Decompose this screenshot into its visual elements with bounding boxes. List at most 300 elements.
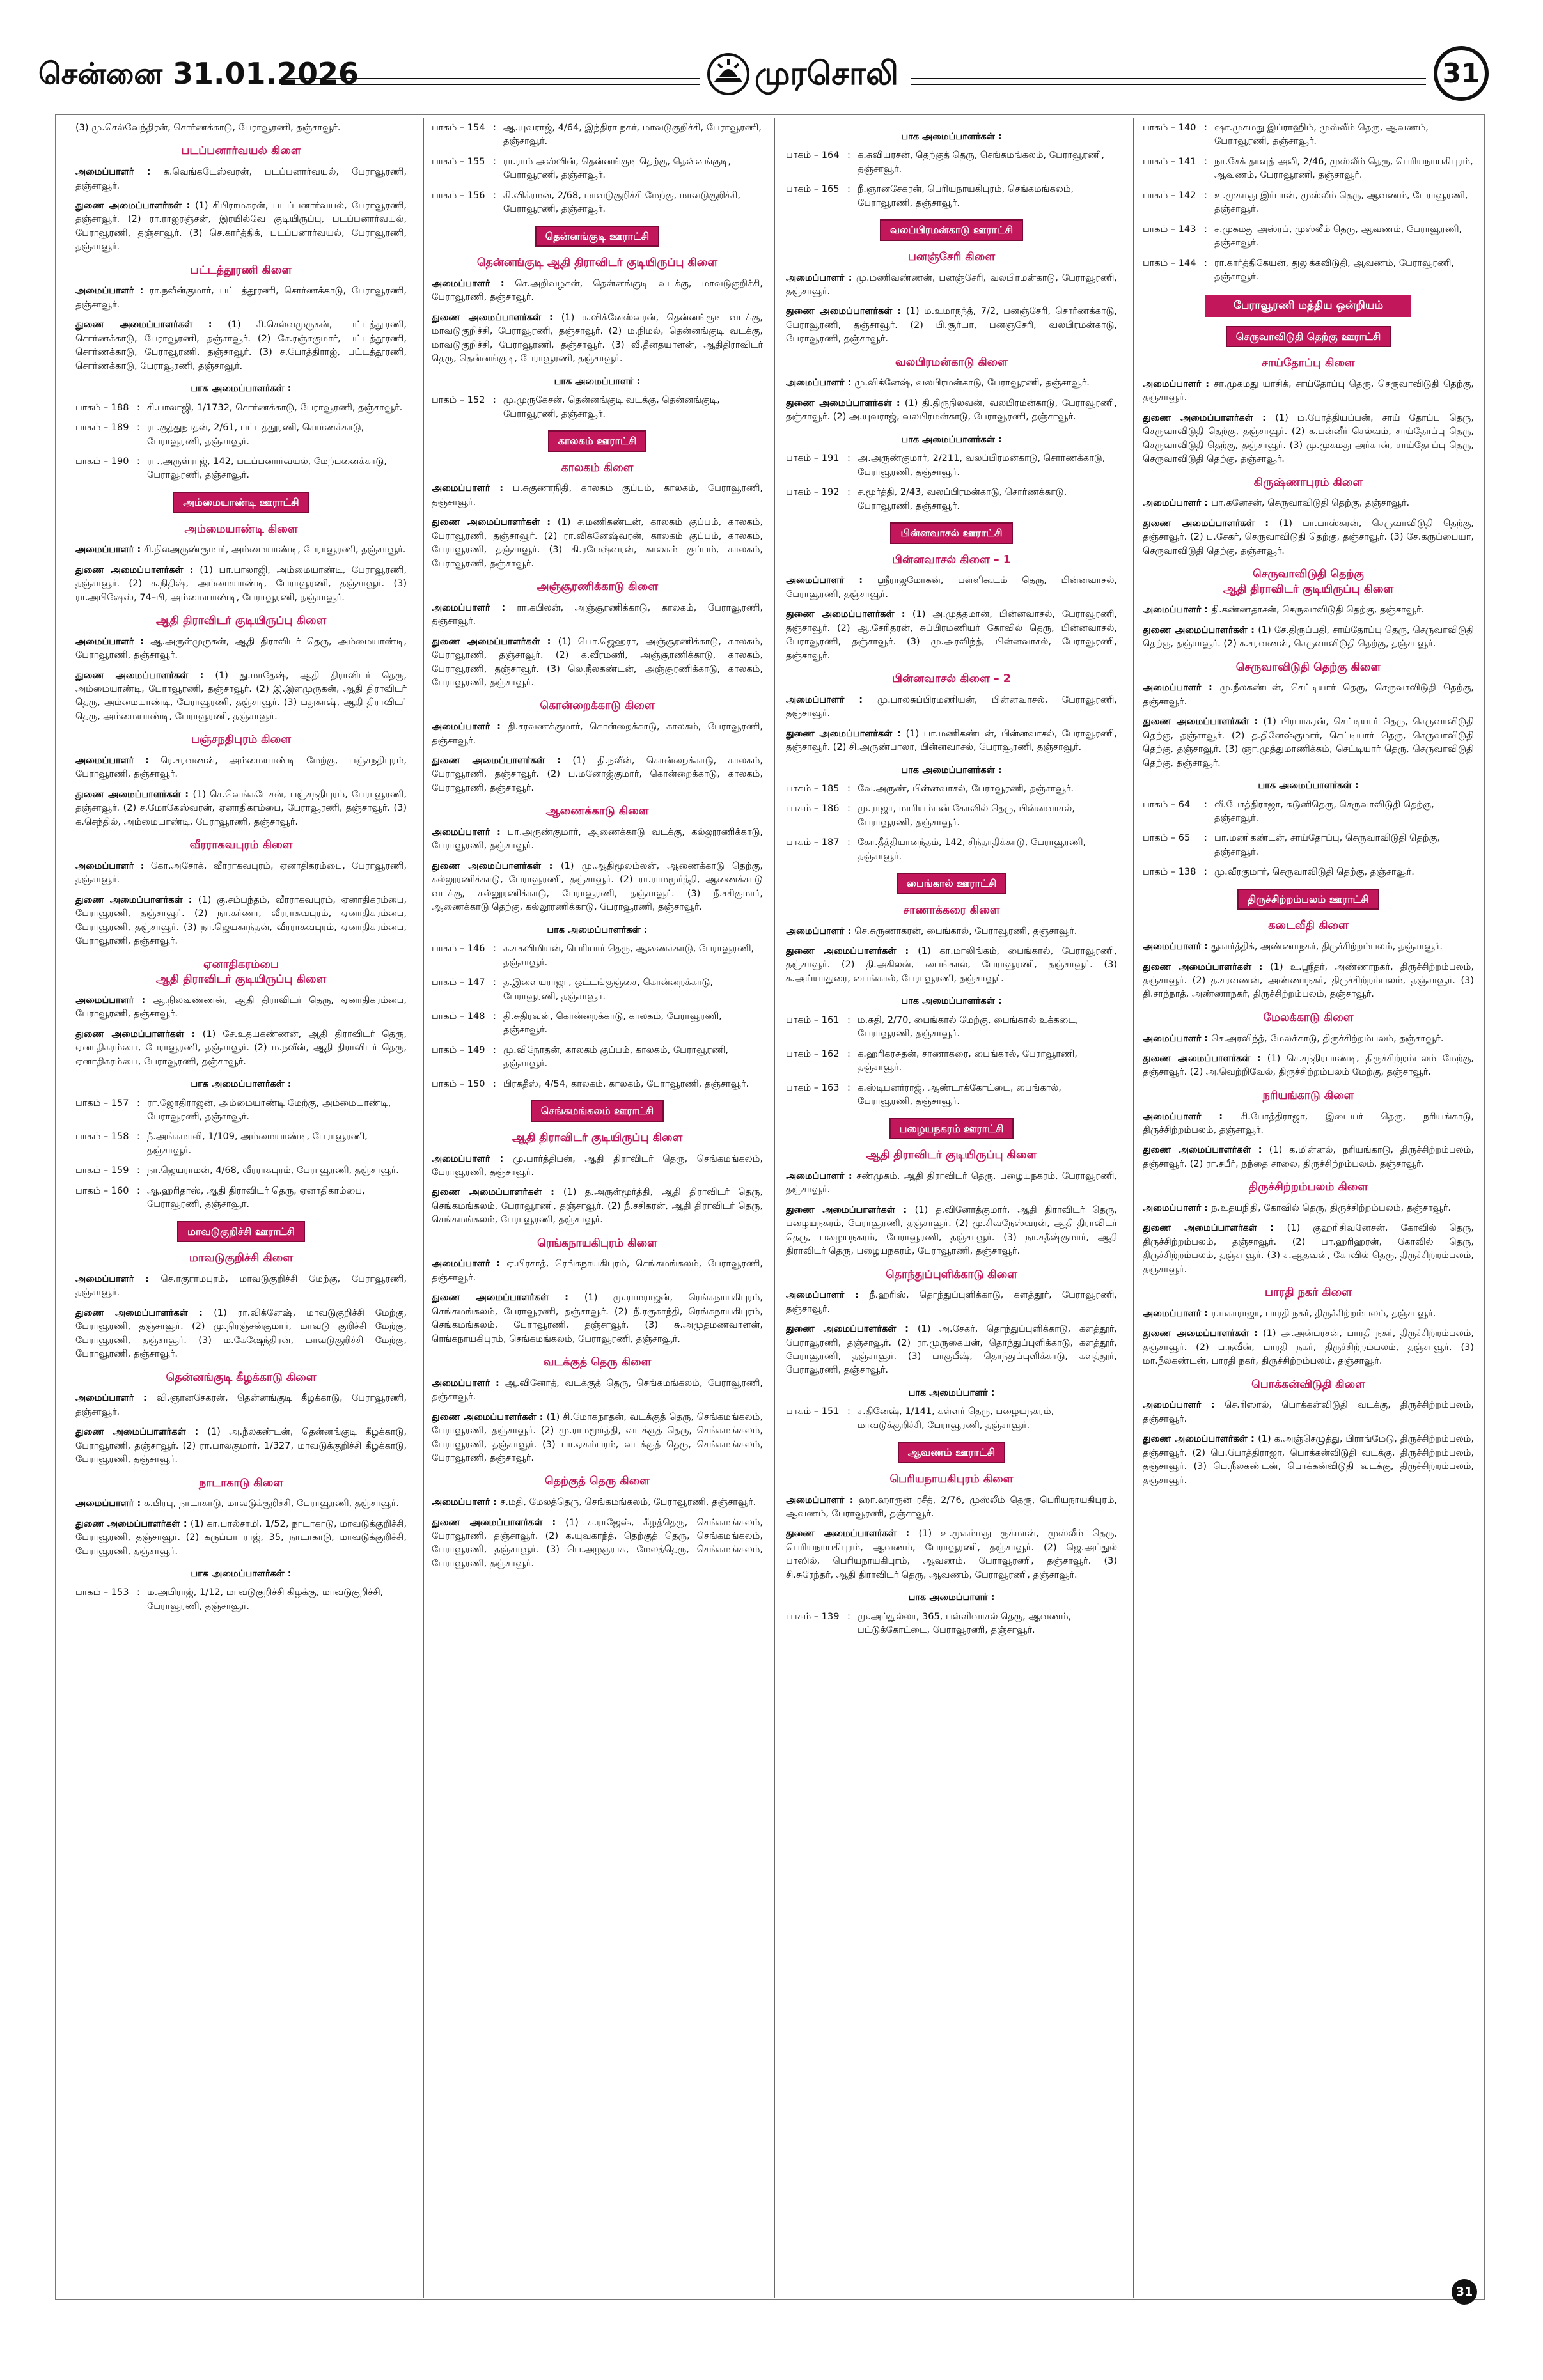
booth-member: உ.முகமது இர்பான், முஸ்லீம் தெரு, ஆவணம், பேராவூரணி, தஞ்சாவூர்.	[1214, 190, 1468, 215]
role-label: அமைப்பாளர் :	[1143, 1202, 1212, 1213]
separator-colon: :	[847, 804, 850, 814]
branch-heading: ஆதி திராவிடர் குடியிருப்பு கிளை	[866, 1149, 1037, 1162]
booth-member: மு.அப்துல்லா, 365, பள்ளிவாசல் தெரு, ஆவணம், பட்டுக்கோட்டை, பேராவூரணி, தஞ்சாவூர்.	[858, 1611, 1072, 1636]
booth-number: பாகம் – 139	[786, 1611, 840, 1622]
booth-number: பாகம் – 138	[1143, 867, 1196, 878]
member-details: வி.ஞானசேகரன், தென்னங்குடி கீழக்காடு, பேராவூரணி, தஞ்சாவூர்.	[75, 1393, 407, 1417]
member-entry	[1143, 961, 1474, 1002]
member-details: (1) கா.மாலிங்கம், பைங்கால், பேராவூரணி, தஞ்சாவூர். (2) தி.அகிலன், பைங்கால், பேராவூரணி, தஞ்சாவூர். (3) க.அய்யாதுரை, பைங்கால், பேராவூரணி, தஞ்சாவூர்.	[786, 946, 1117, 984]
member-entry	[1143, 624, 1474, 651]
column-1	[75, 121, 407, 2292]
role-label: அமைப்பாளர் :	[786, 575, 878, 586]
member-details: ஆ.நிலவண்ணன், ஆதி திராவிடர் தெரு, ஏனாதிகரம்பை, பேராவூரணி, தஞ்சாவூர்.	[75, 995, 407, 1020]
member-entry	[432, 826, 763, 853]
panchayat-heading	[1143, 326, 1474, 348]
member-details: (1) த.வினோத்குமார், ஆதி திராவிடர் தெரு, பழையநகரம், பேராவூரணி, தஞ்சாவூர். (2) மு.சிவநேஸ்வரன், ஆதி திராவிடர் தெரு, பழையநகரம், பேராவூரணி, தஞ்சாவூர். (3) நா.சதீஷ்குமார், ஆதி திராவிடர் தெரு, பழையநகரம், பேராவூரணி, தஞ்சாவூர்.	[786, 1204, 1117, 1257]
booth-member: ஷா.முகமது இப்ராஹிம், முஸ்லீம் தெரு, ஆவணம், பேராவூரணி, தஞ்சாவூர்.	[1214, 123, 1429, 147]
booth-entry	[786, 486, 1117, 513]
panchayat-label: பின்னவாசல் ஊராட்சி	[890, 522, 1012, 544]
member-details: மு.விக்னேஷ், வலபிரமன்காடு, பேராவூரணி, தஞ்சாவூர்.	[854, 378, 1090, 389]
separator-colon: :	[137, 1098, 140, 1108]
role-label: துணை அமைப்பாளர்கள் :	[1143, 412, 1276, 423]
booth-entry	[432, 942, 763, 970]
member-details: (1) க.அஞ்செழுத்து, பிராங்மேடு, திருச்சிற்றம்பலம், தஞ்சாவூர். (2) பெ.போத்திராஜா, பொக்கன்விடுதி வடக்கு, திருச்சிற்றம்பலம், தஞ்சாவூர். (3) பெ.நீலகண்டன், பொக்கன்விடுதி வடக்கு, திருச்சிற்றம்பலம், தஞ்சாவூர்.	[1143, 1434, 1474, 1486]
member-entry	[1143, 1202, 1474, 1215]
member-details: சி.நிலஅருண்குமார், அம்மையாண்டி, பேராவூரணி, தஞ்சாவூர்.	[144, 545, 406, 556]
panchayat-heading	[75, 1221, 407, 1243]
booth-member: ரா.,அருள்ராஜ், 142, படப்பனார்வயல், மேற்பனைக்காடு, பேராவூரணி, தஞ்சாவூர்.	[147, 456, 387, 481]
booth-entry	[1143, 832, 1474, 859]
member-details: ரெ.சரவணன், அம்மையாண்டி மேற்கு, பஞ்சநதிபுரம், பேராவூரணி, தஞ்சாவூர்.	[75, 755, 407, 780]
booth-number: பாகம் – 150	[432, 1078, 485, 1089]
booth-number: பாகம் – 191	[786, 453, 840, 464]
separator-colon: :	[137, 423, 140, 433]
separator-colon: :	[1204, 867, 1207, 878]
branch-heading: தெற்குத் தெரு கிளை	[545, 1475, 650, 1488]
booth-entry	[786, 183, 1117, 210]
panchayat-heading	[75, 492, 407, 513]
member-details: செ.ரகுராமபுரம், மாவடுகுறிச்சி மேற்கு, பேராவூரணி, தஞ்சாவூர்.	[75, 1273, 407, 1298]
member-details: (1) குஹரிசிவனேசன், கோவில் தெரு, திருச்சிற்றம்பலம், தஞ்சாவூர். (2) பா.ஹரிஹரன், கோவில் தெரு, திருச்சிற்றம்பலம், தஞ்சாவூர். (3) ச.ஆதவன், கோவில் தெரு, திருச்சிற்றம்பலம், தஞ்சாவூர்.	[1143, 1223, 1474, 1275]
booth-entry	[1143, 798, 1474, 826]
section-subheading: பாக அமைப்பாளர்கள் :	[901, 765, 1002, 775]
branch-heading: அஞ்சூரணிக்காடு கிளை	[537, 580, 658, 594]
branch-heading: நரியங்காடு கிளை	[1262, 1089, 1354, 1102]
separator-colon: :	[137, 1165, 140, 1176]
separator-colon: :	[493, 1045, 496, 1055]
booth-member: ம.சுதி, 2/70, பைங்கால் மேற்கு, பைங்கால் உக்கடை, பேராவூரணி, தஞ்சாவூர்.	[858, 1015, 1079, 1039]
section-subheading: பாக அமைப்பாளர்கள் :	[901, 996, 1002, 1007]
member-entry	[1143, 1307, 1474, 1321]
separator-colon: :	[847, 1611, 850, 1622]
role-label: துணை அமைப்பாளர்கள் :	[432, 755, 573, 766]
member-entry	[432, 720, 763, 748]
member-entry	[75, 894, 407, 949]
booth-member: பா.மணிகண்டன், சாய்தோப்பு, செருவாவிடுதி தெற்கு, தஞ்சாவூர்.	[1214, 833, 1441, 857]
booth-entry	[75, 455, 407, 483]
booth-member: த.இளையராஜா, ஒட்டங்குஞ்சை, கொன்றைக்காடு, பேராவூரணி, தஞ்சாவூர்.	[503, 977, 714, 1002]
separator-colon: :	[493, 156, 496, 167]
booth-number: பாகம் – 164	[786, 150, 840, 161]
separator-colon: :	[1204, 123, 1207, 133]
panchayat-heading	[786, 873, 1117, 894]
role-label: துணை அமைப்பாளர்கள் :	[1143, 961, 1271, 972]
rising-sun-logo-icon	[707, 52, 750, 96]
member-details: (1) க.மின்னல், நரியங்காடு, திருச்சிற்றம்பலம், தஞ்சாவூர். (2) ரா.சபீர், நந்தை சாலை, திருச்சிற்றம்பலம், தஞ்சாவூர்.	[1143, 1145, 1474, 1169]
panchayat-label: திருச்சிற்றம்பலம் ஊராட்சி	[1237, 889, 1379, 910]
role-label: துணை அமைப்பாளர்கள் :	[75, 320, 228, 331]
booth-entry	[1143, 189, 1474, 217]
role-label: அமைப்பாளர் :	[432, 827, 508, 837]
booth-number: பாகம் – 156	[432, 190, 485, 201]
separator-colon: :	[1204, 258, 1207, 268]
member-entry	[75, 1392, 407, 1419]
member-entry	[786, 1289, 1117, 1316]
member-details: (1) உ.ஸ்ரீதர், அண்ணாநகர், திருச்சிற்றம்பலம், தஞ்சாவூர். (2) த.சரவணன், அண்ணாநகர், திருச்சிற்றம்பலம், தஞ்சாவூர். (3) தி.சாந்நாத், அண்ணாநகர், திருச்சிற்றம்பலம், தஞ்சாவூர்.	[1143, 961, 1474, 1000]
member-details: (1) க.விக்னேஸ்வரன், தென்னங்குடி வடக்கு, மாவடுகுறிச்சி, பேராவூரணி, தஞ்சாவூர். (2) ம.நிமல், தென்னங்குடி வடக்கு, மாவடுகுறிச்சி, பேராவூரணி, தஞ்சாவூர். (3) வீ.தீனதயாளன், ஆதிதிராவிடர் தெரு, தென்னங்குடி, பேராவூரணி, தஞ்சாவூர்.	[432, 312, 763, 364]
member-entry	[1143, 1032, 1474, 1046]
booth-member: ரா.ஜோதிராஜன், அம்மையாண்டி மேற்கு, அம்மையாண்டி, பேராவூரணி, தஞ்சாவூர்.	[147, 1098, 391, 1122]
newspaper-brand: முரசொலி	[755, 55, 898, 92]
member-entry	[1143, 1399, 1474, 1426]
member-details: சண்முகம், ஆதி திராவிடர் தெரு, பழையநகரம், பேராவூரணி, தஞ்சாவூர்.	[786, 1171, 1117, 1195]
member-details: (1) ரா.விக்னேஷ், மாவடுகுறிச்சி மேற்கு, பேராவூரணி, தஞ்சாவூர். (2) மு.நிரஞ்சன்குமார், மாவடு குறிச்சி மேற்கு, பேராவூரணி, தஞ்சாவூர். (3) ம.கேஷேந்திரன், மாவடுகுறிச்சி மேற்கு, பேராவூரணி, தஞ்சாவூர்.	[75, 1307, 407, 1360]
booth-number: பாகம் – 158	[75, 1132, 129, 1142]
separator-colon: :	[1204, 224, 1207, 235]
role-label: துணை அமைப்பாளர்கள் :	[75, 1029, 203, 1039]
role-label: அமைப்பாளர் :	[1143, 1111, 1241, 1122]
member-details: (1) க.ராஜேஷ், கீழத்தெரு, செங்கமங்கலம், பேராவூரணி, தஞ்சாவூர். (2) க.யுவகாந்த், தெற்குத் தெரு, செங்கமங்கலம், பேராவூரணி, தஞ்சாவூர். (3) பெ.அழகுராசு, மேலத்தெரு, செங்கமங்கலம், பேராவூரணி, தஞ்சாவூர்.	[432, 1517, 763, 1569]
column-divider	[774, 118, 775, 2298]
member-details: (1) சி.மோகநாதன், வடக்குத் தெரு, செங்கமங்கலம், பேராவூரணி, தஞ்சாவூர். (2) மு.ராமமூர்த்தி, வடக்குத் தெரு, செங்கமங்கலம், பேராவூரணி, தஞ்சாவூர். (3) பா.ஏகம்பரம், வடக்குத் தெரு, செங்கமங்கலம், பேராவூரணி, தஞ்சாவூர்.	[432, 1412, 763, 1464]
booth-member: தி.சுதிரவன், கொன்றைக்காடு, காலகம், பேராவூரணி, தஞ்சாவூர்.	[503, 1011, 722, 1036]
member-details: செ.ரிஸால், பொக்கன்விடுதி வடக்கு, திருச்சிற்றம்பலம், தஞ்சாவூர்.	[1143, 1400, 1474, 1424]
role-label: அமைப்பாளர் :	[432, 602, 517, 613]
booth-member: ஆ.ஹரிதாஸ், ஆதி திராவிடர் தெரு, ஏனாதிகரம்பை, பேராவூரணி, தஞ்சாவூர்.	[147, 1185, 365, 1210]
booth-number: பாகம் – 149	[432, 1045, 485, 1055]
page-number-badge: 31	[1434, 46, 1489, 101]
role-label: துணை அமைப்பாளர்கள் :	[786, 1324, 918, 1335]
booth-entry	[1143, 121, 1474, 149]
branch-heading: தென்னங்குடி ஆதி திராவிடர் குடியிருப்பு கிளை	[476, 256, 718, 270]
booth-member: ரா.ராம் அஸ்வின், தென்னங்குடி தெற்கு, தென்னங்குடி, பேராவூரணி, தஞ்சாவூர்.	[503, 156, 732, 181]
role-label: அமைப்பாளர் :	[1143, 498, 1212, 509]
member-entry	[786, 925, 1117, 938]
booth-entry	[1143, 223, 1474, 251]
branch-heading: கிருஷ்ணாபுரம் கிளை	[1253, 476, 1363, 489]
panchayat-label: பைங்கால் ஊராட்சி	[897, 873, 1007, 894]
booth-member: நா.சேக் தாவுத் அலி, 2/46, முஸ்லீம் தெரு, பெரியநாயகிபுரம், ஆவணம், பேராவூரணி, தஞ்சாவூர்.	[1214, 156, 1473, 181]
member-entry	[786, 1170, 1117, 1197]
role-label: துணை அமைப்பாளர்கள் :	[432, 1517, 566, 1528]
role-label: துணை அமைப்பாளர்கள் :	[432, 860, 561, 871]
member-details: (1) உ.முகம்மது ருக்மான், முஸ்லீம் தெரு, பெரியநாயகிபுரம், ஆவணம், பேராவூரணி, தஞ்சாவூர். (2) ஜெ.அப்துல் பாஸில், பெரியநாயகிபுரம், ஆவணம், பேராவூரணி, தஞ்சாவூர். (3) சி.சுரேந்தர், ஆதி திராவிடர் தெரு, ஆவணம், பேராவூரணி, தஞ்சாவூர்.	[786, 1528, 1117, 1580]
booth-entry	[786, 1610, 1117, 1638]
member-details: ஏ.பிரசாத், ரெங்கநாயகிபுரம், செங்கமங்கலம், பேராவூரணி, தஞ்சாவூர்.	[432, 1259, 763, 1283]
member-entry	[75, 199, 407, 254]
member-details: பா.கனேசன், செருவாவிடுதி தெற்கு, தஞ்சாவூர்.	[1211, 498, 1410, 509]
booth-entry	[432, 1044, 763, 1071]
member-entry	[1143, 603, 1474, 617]
booth-number: பாகம் – 146	[432, 944, 485, 954]
separator-colon: :	[493, 395, 496, 406]
member-details: ச.மதி, மேலத்தெரு, செங்கமங்கலம், பேராவூரணி, தஞ்சாவூர்.	[500, 1497, 756, 1508]
role-label: அமைப்பாளர் :	[432, 1497, 501, 1508]
member-details: (1) மு.ஆதிமூலம்லன், ஆணைக்காடு தெற்கு, கல்லூரணிக்காடு, பேராவூரணி, தஞ்சாவூர். (2) ரா.ராமமூர்த்தி, ஆணைக்காடு வடக்கு, கல்லூரணிக்காடு, பேராவூரணி, தஞ்சாவூர். (3) நீ.சசிகுமார், ஆணைக்காடு தெற்கு, கல்லூரணிக்காடு, பேராவூரணி, தஞ்சாவூர்.	[432, 860, 763, 913]
member-entry	[1143, 1433, 1474, 1488]
member-details: (1) அ.முத்தமான், பின்னவாசல், பேராவூரணி, தஞ்சாவூர். (2) ஆ.சேரிதரன், சுப்பிரமணியர் கோவில் தெரு, பின்னவாசல், பேராவூரணி, தஞ்சாவூர். (3) மு.அரவிந்த், பின்னவாசல், பேராவூரணி, தஞ்சாவூர்.	[786, 609, 1117, 661]
member-entry	[786, 1527, 1117, 1582]
role-label: அமைப்பாளர் :	[75, 860, 151, 871]
member-details: (1) ம.உமாநந்த், 7/2, பனஞ்சேரி, சொர்ணக்காடு, பேராவூரணி, தஞ்சாவூர். (2) பி.சூர்யா, பனஞ்சேரி, வலபிரமன்காடு, பேராவூரணி, தஞ்சாவூர்.	[786, 306, 1117, 345]
role-label: துணை அமைப்பாளர்கள் :	[75, 1518, 191, 1529]
branch-heading: வீரராகவபுரம் கிளை	[189, 839, 293, 852]
branch-heading: பெரியநாயகிபுரம் கிளை	[889, 1472, 1014, 1486]
member-details: செ.அரவிந்த், மேலக்காடு, திருச்சிற்றம்பலம், தஞ்சாவூர்.	[1211, 1033, 1444, 1044]
member-entry	[786, 1323, 1117, 1378]
role-label: துணை அமைப்பாளர்கள் :	[75, 1427, 208, 1438]
booth-member: மு.முருகேசன், தென்னங்குடி வடக்கு, தென்னங்குடி, பேராவூரணி, தஞ்சாவூர்.	[503, 395, 720, 419]
member-entry	[432, 1496, 763, 1509]
member-entry	[1143, 1144, 1474, 1171]
separator-colon: :	[1204, 833, 1207, 844]
separator-colon: :	[1204, 190, 1207, 201]
member-entry	[75, 284, 407, 312]
member-details: தி.கண்ணதாசன், செருவாவிடுதி தெற்கு, தஞ்சாவூர்.	[1211, 605, 1425, 616]
booth-member: ரா.கார்த்திகேயன், துலுக்கவிடுதி, ஆவணம், பேராவூரணி, தஞ்சாவூர்.	[1214, 258, 1455, 283]
member-entry	[75, 994, 407, 1022]
role-label: அமைப்பாளர் :	[1143, 1033, 1212, 1044]
member-entry	[1143, 517, 1474, 558]
role-label: துணை அமைப்பாளர்கள் :	[1143, 717, 1264, 727]
booth-number: பாகம் – 157	[75, 1098, 129, 1108]
member-details: சி.போத்திராஜா, இடையர் தெரு, நரியங்காடு, திருச்சிற்றம்பலம், தஞ்சாவூர்.	[1143, 1111, 1474, 1135]
role-label: அமைப்பாளர் :	[1143, 605, 1212, 616]
panchayat-label: செங்கமங்கலம் ஊராட்சி	[531, 1100, 664, 1122]
booth-entry	[432, 189, 763, 217]
section-subheading: பாக அமைப்பாளர்கள் :	[191, 384, 292, 394]
member-entry	[786, 945, 1117, 986]
separator-colon: :	[493, 1078, 496, 1089]
member-details: (1) பா.பாலாஜி, அம்மையாண்டி, பேராவூரணி, தஞ்சாவூர். (2) க.நிதிஷ், அம்மையாண்டி, பேராவூரணி, தஞ்சாவூர். (3) ரா.அபிஷேஸ், 74–பி, அம்மையாண்டி, பேராவூரணி, தஞ்சாவூர்.	[75, 564, 407, 603]
member-details: (1) அ.அன்பரசன், பாரதி நகர், திருச்சிற்றம்பலம், தஞ்சாவூர். (2) ப.நவீன், பாரதி நகர், திருச்சிற்றம்பலம், தஞ்சாவூர். (3) மா.நீலகண்டன், பாரதி நகர், திருச்சிற்றம்பலம், தஞ்சாவூர்.	[1143, 1328, 1474, 1367]
branch-heading: பட்டத்தூரணி கிளை	[190, 263, 292, 277]
role-label: துணை அமைப்பாளர்கள் :	[1143, 1145, 1269, 1156]
member-details: (1) சே.உதயகண்ணன், ஆதி திராவிடர் தெரு, ஏனாதிகரம்பை, பேராவூரணி, தஞ்சாவூர். (2) ம.நவீன், ஆதி திராவிடர் தெரு, ஏனாதிகரம்பை, பேராவூரணி, தஞ்சாவூர்.	[75, 1029, 407, 1067]
member-details: க.பிரபு, நாடாகாடு, மாவடுக்குறிச்சி, பேராவூரணி, தஞ்சாவூர்.	[144, 1498, 399, 1509]
member-entry	[1143, 1327, 1474, 1368]
booth-number: பாகம் – 142	[1143, 190, 1196, 201]
booth-number: பாகம் – 147	[432, 977, 485, 988]
role-label: அமைப்பாளர் :	[786, 272, 856, 283]
separator-colon: :	[137, 1185, 140, 1196]
booth-member: க.ஹரிகரசுதன், சாணாகரை, பைங்கால், பேராவூரணி, தஞ்சாவூர்.	[858, 1048, 1077, 1073]
panchayat-label: செருவாவிடுதி தெற்கு ஊராட்சி	[1226, 326, 1391, 348]
role-label: துணை அமைப்பாளர்கள் :	[1143, 625, 1258, 635]
booth-number: பாகம் – 186	[786, 804, 840, 814]
booth-member: கோ.தீத்தியானந்தம், 142, சிந்தாதிக்காடு, பேராவூரணி, தஞ்சாவூர்.	[858, 837, 1086, 862]
booth-entry	[1143, 866, 1474, 879]
role-label: துணை அமைப்பாளர்கள் :	[786, 1204, 915, 1215]
role-label: அமைப்பாளர் :	[432, 483, 513, 494]
booth-number: பாகம் – 192	[786, 487, 840, 498]
role-label: துணை அமைப்பாளர்கள் :	[786, 728, 906, 739]
member-details: ந.உதயநிதி, கோவில் தெரு, திருச்சிற்றம்பலம், தஞ்சாவூர்.	[1211, 1202, 1451, 1213]
member-entry	[786, 397, 1117, 424]
booth-member: வீ.போத்திராஜா, சுடுனிதெரு, செருவாவிடுதி தெற்கு, தஞ்சாவூர்.	[1214, 799, 1434, 823]
member-entry	[432, 1186, 763, 1227]
member-details: (1) மு.ராமராஜன், ரெங்கநாயகிபுரம், செங்கமங்கலம், பேராவூரணி, தஞ்சாவூர். (2) நீ.ரகுகாந்தி, ரெங்கநாயகிபுரம், செங்கமங்கலம், பேராவூரணி, தஞ்சாவூர். (3) சு.அமுதமணவாளன், ரெங்கநாயகிபுரம், செங்கமங்கலம், பேராவூரணி, தஞ்சாவூர்.	[432, 1293, 763, 1344]
member-details: (1) ம.போத்தியப்பன், சாய் தோப்பு தெரு, செருவாவிடுதி தெற்கு, தஞ்சாவூர். (2) க.பன்னீர் செல்வம், சாய்தோப்பு தெரு, செருவாவிடுதி தெற்கு, தஞ்சாவூர். (3) மு.முகமது அர்கான், சாய்தோப்பு தெரு, செருவாவிடுதி தெற்கு, தஞ்சாவூர்.	[1143, 412, 1474, 465]
role-label: அமைப்பாளர் :	[432, 722, 508, 733]
booth-number: பாகம் – 141	[1143, 156, 1196, 167]
member-entry	[75, 1028, 407, 1069]
member-entry	[1143, 715, 1474, 770]
member-details: மு.பாலசுப்பிரமணியன், பின்னவாசல், பேராவூரணி, தஞ்சாவூர்.	[786, 694, 1117, 719]
separator-colon: :	[847, 150, 850, 161]
separator-colon: :	[137, 1587, 140, 1598]
member-entry	[432, 635, 763, 690]
role-label: அமைப்பாளர் :	[432, 1153, 513, 1164]
member-entry	[786, 608, 1117, 663]
role-label: துணை அமைப்பாளர்கள் :	[1143, 1054, 1267, 1064]
section-subheading: பாக அமைப்பாளர்கள் :	[1258, 781, 1359, 791]
member-entry	[75, 1307, 407, 1362]
member-entry	[432, 1516, 763, 1571]
member-details: (1) செ.சந்திரபாண்டி, திருச்சிற்றம்பலம் மேற்கு, தஞ்சாவூர். (2) அ.வெற்றிவேல், திருச்சிற்றம்பலம் மேற்கு, தஞ்சாவூர்.	[1143, 1054, 1474, 1078]
branch-heading: ஆணைக்காடு கிளை	[545, 805, 649, 818]
booth-number: பாகம் – 159	[75, 1165, 129, 1176]
section-subheading: பாக அமைப்பாளர்கள் :	[191, 1569, 292, 1580]
role-label: துணை அமைப்பாளர்கள் :	[432, 636, 558, 647]
booth-entry	[1143, 155, 1474, 183]
member-details: மு.நீலகண்டன், செட்டியார் தெரு, செருவாவிடுதி தெற்கு, தஞ்சாவூர்.	[1143, 683, 1474, 707]
panchayat-label: அம்மையாண்டி ஊராட்சி	[173, 492, 309, 513]
role-label: துணை அமைப்பாளர்கள் :	[75, 1307, 214, 1318]
branch-heading: காலகம் கிளை	[561, 461, 634, 474]
booth-number: பாகம் – 185	[786, 783, 840, 794]
member-entry	[786, 305, 1117, 346]
member-entry	[786, 727, 1117, 755]
booth-number: பாகம் – 188	[75, 402, 129, 413]
member-entry	[1143, 378, 1474, 405]
branch-heading: ஏனாதிகரம்பை ஆதி திராவிடர் குடியிருப்பு கிளை	[155, 958, 327, 986]
member-details: (1) பொ.ஜெஹரா, அஞ்சூரணிக்காடு, காலகம், பேராவூரணி, தஞ்சாவூர். (2) க.வீரமணி, அஞ்சூரணிக்காடு, காலகம், பேராவூரணி, தஞ்சாவூர். (3) லெ.நீலகண்டன், அஞ்சூரணிக்காடு, காலகம், பேராவூரணி, தஞ்சாவூர்.	[432, 636, 763, 688]
member-details: ஹா.ஹாருன் ரசீத், 2/76, முஸ்லீம் தெரு, பெரியநாயகிபுரம், ஆவணம், பேராவூரணி, தஞ்சாவூர்.	[786, 1495, 1117, 1519]
role-label: அமைப்பாளர் :	[75, 1498, 145, 1509]
booth-entry	[786, 452, 1117, 479]
member-details: ரா.கபிலன், அஞ்சூரணிக்காடு, காலகம், பேராவூரணி, தஞ்சாவூர்.	[432, 602, 763, 627]
member-entry	[1143, 940, 1474, 954]
branch-heading: சாய்தோப்பு கிளை	[1262, 357, 1355, 370]
role-label: துணை அமைப்பாளர்கள் :	[75, 789, 193, 800]
member-details: (1) த.அருள்மூர்த்தி, ஆதி திராவிடர் தெரு, செங்கமங்கலம், பேராவூரணி, தஞ்சாவூர். (2) நீ.சசிகரன், ஆதி திராவிடர் தெரு, செங்கமங்கலம், பேராவூரணி, தஞ்சாவூர்.	[432, 1187, 763, 1225]
role-label: துணை அமைப்பாளர்கள் :	[75, 200, 195, 211]
branch-heading: அம்மையாண்டி கிளை	[184, 522, 298, 536]
member-entry	[75, 543, 407, 557]
booth-entry	[432, 1078, 763, 1091]
member-details: (1) சிபிராமகரன், படப்பனார்வயல், பேராவூரணி, தஞ்சாவூர். (2) ரா.ராஜரஞ்சன், இரயில்வே குடியிருப்பு, படப்பனார்வயல், பேராவூரணி, தஞ்சாவூர். (3) செ.கார்த்திக், படப்பனார்வயல், பேராவூரணி, தஞ்சாவூர்.	[75, 200, 407, 253]
role-label: துணை அமைப்பாளர்கள் :	[432, 1293, 584, 1303]
separator-colon: :	[847, 453, 850, 464]
member-details: (1) சே.திருப்பதி, சாய்தோப்பு தெரு, செருவாவிடுதி தெற்கு, தஞ்சாவூர். (2) க.சரவணன், செருவாவிடுதி தெற்கு, தஞ்சாவூர்.	[1143, 625, 1474, 649]
separator-colon: :	[493, 977, 496, 988]
booth-member: நா.ஜெயராமன், 4/68, வீரராகபுரம், பேராவூரணி, தஞ்சாவூர்.	[147, 1165, 399, 1176]
member-entry	[75, 318, 407, 373]
booth-member: ஆ.யுவராஜ், 4/64, இந்திரா நகர், மாவடுகுறிச்சி, பேராவூரணி, தஞ்சாவூர்.	[503, 123, 762, 147]
booth-member: க.ஸ்டிபனர்ராஜ், ஆண்டாக்கோட்டை, பைங்கால், பேராவூரணி, தஞ்சாவூர்.	[858, 1082, 1061, 1107]
member-entry	[1143, 1222, 1474, 1277]
role-label: துணை அமைப்பாளர்கள் :	[786, 1528, 919, 1539]
booth-number: பாகம் – 153	[75, 1587, 129, 1598]
booth-entry	[786, 1014, 1117, 1041]
booth-number: பாகம் – 65	[1143, 833, 1191, 844]
booth-entry	[1143, 257, 1474, 284]
role-label: அமைப்பாளர் :	[75, 636, 151, 647]
section-subheading: பாக அமைப்பாளர்கள் :	[901, 132, 1002, 142]
booth-member: வே.அருண், பின்னவாசல், பேராவூரணி, தஞ்சாவூர்.	[858, 783, 1074, 794]
member-details: சா.முகமது யாசிக், சாய்தோப்பு தெரு, செருவாவிடுதி தெற்கு, தஞ்சாவூர்.	[1143, 378, 1474, 403]
member-entry	[432, 482, 763, 509]
separator-colon: :	[493, 1011, 496, 1022]
separator-colon: :	[137, 1132, 140, 1142]
role-label: அமைப்பாளர் :	[432, 1259, 507, 1270]
member-details: (1) அ.சேகர், தொந்துப்புளிக்காடு, களத்தூர், பேராவூரணி, தஞ்சாவூர். (2) ரா.முருகையன், தொந்துப்புளிக்காடு, களத்தூர், பேராவூரணி, தஞ்சாவூர். (3) பாகுபீஷ், தொந்துப்புளிக்காடு, களத்தூர், பேராவூரணி, தஞ்சாவூர்.	[786, 1324, 1117, 1376]
branch-heading: ஆதி திராவிடர் குடியிருப்பு கிளை	[512, 1131, 683, 1144]
member-details: (1) கா.பால்சாமி, 1/52, நாடாகாடு, மாவடுக்குறிச்சி, பேராவூரணி, தஞ்சாவூர். (2) கருப்பா ராஜ், 35, நாடாகாடு, மாவடுக்குறிச்சி, பேராவூரணி, தஞ்சாவூர்.	[75, 1518, 407, 1557]
role-label: துணை அமைப்பாளர்கள் :	[432, 1412, 547, 1422]
member-details: நீ.ஹரிஸ், தொந்துப்புளிக்காடு, களத்தூர், பேராவூரணி, தஞ்சாவூர்.	[786, 1290, 1117, 1314]
branch-heading: பின்னவாசல் கிளை – 2	[892, 673, 1011, 686]
booth-member: ரா.குத்துநாதன், 2/61, பட்டத்தூரணி, சொர்ணக்காடு, பேராவூரணி, தஞ்சாவூர்.	[147, 423, 364, 447]
panchayat-heading	[432, 226, 763, 247]
role-label: அமைப்பாளர் :	[786, 378, 855, 389]
booth-number: பாகம் – 148	[432, 1011, 485, 1022]
booth-member: பிரகதீஸ், 4/54, காலகம், காலகம், பேராவூரணி, தஞ்சாவூர்.	[503, 1078, 749, 1089]
union-section-label: பேராவூரணி மத்திய ஒன்றியம்	[1205, 295, 1411, 317]
member-details: ஸ்ரீராஜமோகன், பள்ளிகூடம் தெரு, பின்னவாசல், பேராவூரணி, தஞ்சாவூர்.	[786, 575, 1117, 600]
masthead-rule-right	[911, 78, 1426, 85]
member-entry	[432, 1377, 763, 1404]
role-label: அமைப்பாளர் :	[75, 995, 153, 1006]
member-details: ர.மகாராஜா, பாரதி நகர், திருச்சிற்றம்பலம், தஞ்சாவூர்.	[1211, 1308, 1436, 1319]
booth-number: பாகம் – 160	[75, 1185, 129, 1196]
booth-entry	[75, 1097, 407, 1124]
booth-entry	[786, 836, 1117, 864]
panchayat-heading	[786, 219, 1117, 241]
panchayat-label: பழையநகரம் ஊராட்சி	[889, 1118, 1014, 1140]
member-details: (3) மு.செல்வேந்திரன், சொர்ணக்காடு, பேராவூரணி, தஞ்சாவூர்.	[75, 123, 341, 133]
member-details: (1) தி.திருநிலவன், வலபிரமன்காடு, பேராவூரணி, தஞ்சாவூர். (2) அ.யுவராஜ், வலபிரமன்காடு, பேராவூரணி, தஞ்சாவூர்.	[786, 398, 1117, 423]
role-label: அமைப்பாளர் :	[1143, 378, 1214, 389]
member-details: பா.அருண்குமார், ஆணைக்காடு வடக்கு, கல்லூரணிக்காடு, பேராவூரணி, தஞ்சாவூர்.	[432, 827, 763, 852]
role-label: துணை அமைப்பாளர்கள் :	[786, 306, 906, 317]
booth-number: பாகம் – 187	[786, 837, 840, 848]
member-details: (1) தி.நவீன், கொன்றைக்காடு, காலகம், பேராவூரணி, தஞ்சாவூர். (2) ப.மனோஜ்குமார், கொன்றைக்காடு, காலகம், பேராவூரணி, தஞ்சாவூர்.	[432, 755, 763, 793]
role-label: அமைப்பாளர் :	[1143, 1400, 1225, 1411]
member-details: (1) பா.மணிகண்டன், பின்னவாசல், பேராவூரணி, தஞ்சாவூர். (2) சி.அருண்பாலா, பின்னவாசல், பேராவூரணி, தஞ்சாவூர்.	[786, 728, 1117, 753]
branch-heading: ரெங்கநாயகிபுரம் கிளை	[537, 1236, 657, 1250]
booth-number: பாகம் – 189	[75, 423, 129, 433]
branch-heading: செருவாவிடுதி தெற்கு கிளை	[1235, 660, 1381, 674]
member-details: (1) சி.செல்வமுருகன், பட்டத்தூரணி, சொர்ணக்காடு, பேராவூரணி, தஞ்சாவூர். (2) சே.ரஞ்சகுமார், பட்டத்தூரணி, சொர்ணக்காடு, பேராவூரணி, தஞ்சாவூர். (3) ச.போத்திராஜ், பட்டத்தூரணி, சொர்ணக்காடு, பேராவூரணி, தஞ்சாவூர்.	[75, 320, 407, 371]
panchayat-label: தென்னங்குடி ஊராட்சி	[535, 226, 659, 247]
section-subheading: பாக அமைப்பாளர்கள் :	[191, 1079, 292, 1090]
section-subheading: பாக அமைப்பாளர் :	[908, 1387, 995, 1398]
member-entry	[1143, 412, 1474, 467]
booth-number: பாகம் – 152	[432, 395, 485, 406]
role-label: அமைப்பாளர் :	[786, 926, 855, 937]
issue-date: சென்னை 31.01.2026	[38, 56, 359, 91]
booth-member: மு.விநோதன், காலகம் குப்பம், காலகம், பேராவூரணி, தஞ்சாவூர்.	[503, 1045, 729, 1069]
section-subheading: பாக அமைப்பாளர்கள் :	[547, 924, 648, 935]
booth-number: பாகம் – 162	[786, 1048, 840, 1059]
member-entry	[786, 1204, 1117, 1259]
booth-member: அ.அருண்குமார், 2/211, வலப்பிரமன்காடு, சொர்ணக்காடு, பேராவூரணி, தஞ்சாவூர்.	[858, 453, 1106, 478]
role-label: துணை அமைப்பாளர்கள் :	[1143, 1434, 1258, 1445]
member-details: (1) செ.வெங்கடேசன், பஞ்சநதிபுரம், பேராவூரணி, தஞ்சாவூர். (2) ச.மோகேஸ்வரன், ஏனாதிகரம்பை, பேராவூரணி, தஞ்சாவூர். (3) க.செந்தில், அம்மையாண்டி, பேராவூரணி, தஞ்சாவூர்.	[75, 789, 407, 827]
separator-colon: :	[847, 1048, 850, 1059]
separator-colon: :	[847, 837, 850, 848]
separator-colon: :	[847, 1406, 850, 1417]
role-label: துணை அமைப்பாளர்கள் :	[432, 312, 561, 323]
column-divider	[1133, 118, 1134, 2298]
role-label: துணை அமைப்பாளர்கள் :	[432, 1187, 563, 1198]
booth-entry	[75, 1586, 407, 1614]
panchayat-heading	[432, 430, 763, 452]
branch-heading: பின்னவாசல் கிளை – 1	[892, 553, 1011, 566]
panchayat-label: காலகம் ஊராட்சி	[548, 430, 647, 452]
